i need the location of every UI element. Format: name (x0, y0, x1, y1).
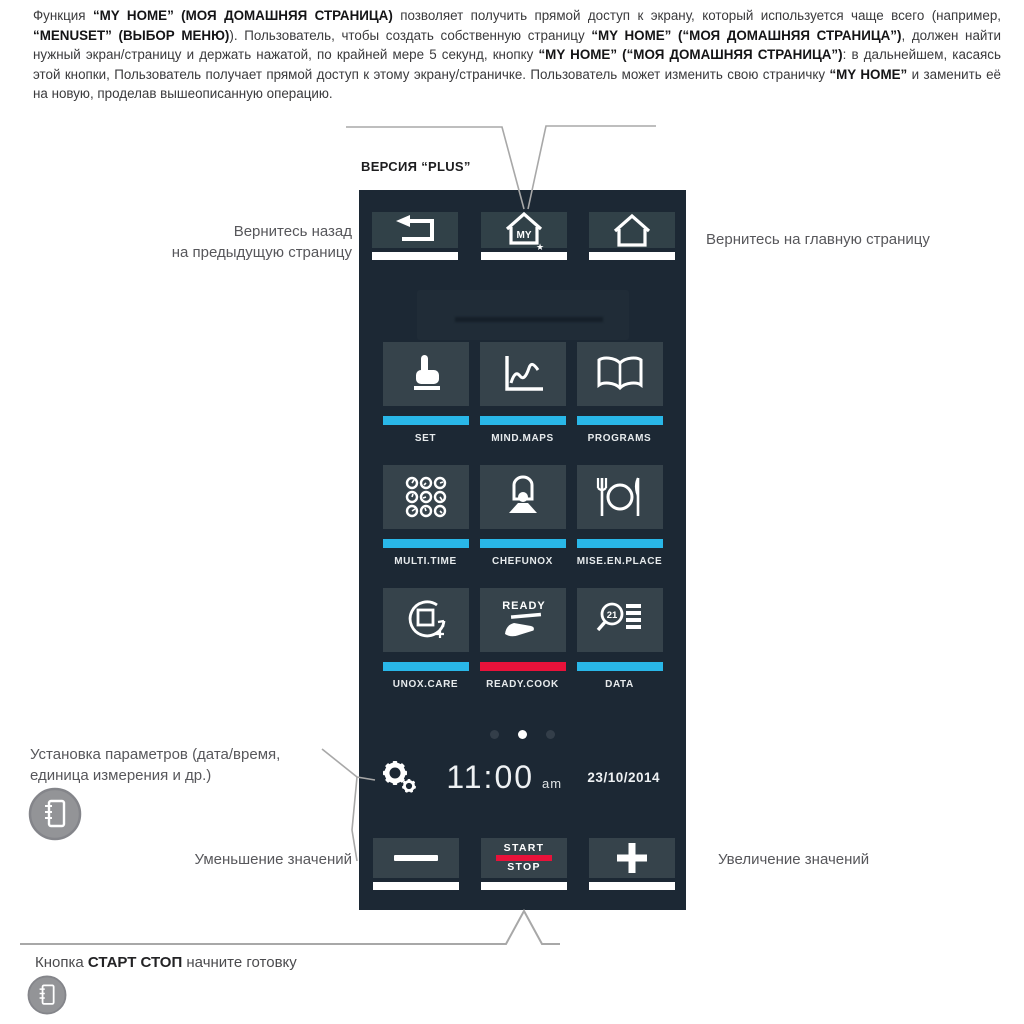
tile-underline (383, 662, 469, 671)
button-underline (481, 882, 567, 890)
status-bar (381, 753, 660, 801)
tile-multi-time (383, 465, 469, 567)
clock (446, 759, 562, 796)
tile-programs (577, 342, 663, 444)
tile-data (577, 588, 663, 690)
mise-en-place-button[interactable] (577, 465, 663, 529)
home-button[interactable] (589, 212, 675, 248)
top-button-row (372, 212, 675, 260)
annotation-start-stop: Кнопка СТАРТ СТОП начните готовку (35, 954, 297, 971)
tile-underline (480, 662, 566, 671)
start-stop-button[interactable] (481, 838, 567, 878)
tile-label: MIND.MAPS (491, 433, 554, 444)
svg-text:MY: MY (516, 230, 531, 241)
data-button[interactable] (577, 588, 663, 652)
button-underline (589, 252, 675, 260)
page-dot-2[interactable] (546, 730, 555, 739)
button-underline (481, 252, 567, 260)
button-underline (589, 882, 675, 890)
gear-icon[interactable] (381, 758, 421, 796)
tile-label: UNOX.CARE (392, 679, 459, 690)
tile-underline (480, 416, 566, 425)
annotation-settings: Установка параметров (дата/время, единица измерения и др.) (30, 746, 281, 784)
tile-underline (577, 539, 663, 548)
tile-underline (383, 416, 469, 425)
multi-time-button[interactable] (383, 465, 469, 529)
annotation-back: Вернитесь назад на предыдущую страницу (171, 223, 352, 261)
date-display: 23/10/2014 (587, 769, 660, 785)
tile-underline (577, 416, 663, 425)
increase-button[interactable] (589, 838, 675, 878)
function-tile-grid (359, 342, 686, 690)
tile-set (383, 342, 469, 444)
back-arrow-icon (388, 215, 442, 245)
annotation-increase: Увеличение значений (718, 851, 870, 868)
chefunox-button[interactable] (480, 465, 566, 529)
chef-icon (501, 475, 545, 519)
ready-hand-icon (498, 598, 548, 642)
book-icon (595, 355, 645, 393)
clocks-grid-icon (404, 475, 448, 519)
start-label: START (503, 842, 545, 854)
version-label: ВЕРСИЯ “PLUS” (361, 159, 471, 174)
faint-inactive-text-area (417, 290, 629, 340)
tile-underline (480, 539, 566, 548)
set-button[interactable] (383, 342, 469, 406)
tile-mind-maps (480, 342, 566, 444)
tile-underline (577, 662, 663, 671)
tile-label: PROGRAMS (587, 433, 652, 444)
tile-unox-care (383, 588, 469, 690)
plate-cutlery-icon (595, 476, 645, 518)
tile-mise-en-place (577, 465, 663, 567)
tile-label: MISE.EN.PLACE (576, 556, 663, 567)
annotation-decrease: Уменьшение значений (194, 851, 352, 868)
hand-tap-icon (404, 353, 448, 395)
page-dot-0[interactable] (490, 730, 499, 739)
my-home-button[interactable] (481, 212, 567, 251)
tile-label: DATA (605, 679, 634, 690)
notebook-circle-icon (27, 975, 67, 1015)
tile-label: READY.COOK (486, 679, 559, 690)
svg-text:★: ★ (535, 243, 544, 251)
back-button-column (372, 212, 458, 260)
tile-label: MULTI.TIME (394, 556, 457, 567)
ready-cook-button[interactable] (480, 588, 566, 652)
annotation-home: Вернитесь на главную страницу (706, 231, 930, 248)
tile-chefunox (480, 465, 566, 567)
button-underline (373, 882, 459, 890)
my-home-icon (499, 209, 549, 251)
button-underline (372, 252, 458, 260)
my-home-button-column (481, 212, 567, 260)
oven-touchscreen-panel (359, 190, 686, 910)
notebook-circle-icon (28, 787, 82, 841)
rotate-square-icon (403, 597, 449, 643)
svg-text:21: 21 (606, 610, 617, 621)
minus-icon (394, 853, 438, 863)
stop-label: STOP (507, 861, 541, 873)
home-button-column (589, 212, 675, 260)
increase-column (589, 838, 675, 890)
intro-paragraph: Функция “MY HOME” (МОЯ ДОМАШНЯЯ СТРАНИЦА) позволяет получить прямой доступ к экрану, который используется чаще всего (например, “MENUSET” (ВЫБОР МЕНЮ)). Пользователь, чтобы создать собственную страницу “MY HOME” (“МОЯ ДОМАШНЯЯ СТРАНИЦА”), должен найти нужный экран/страницу и держать нажатой, по крайней мере 5 секунд, кнопку “MY HOME” (“МОЯ ДОМАШНЯЯ СТРАНИЦА”): в дальнейшем, касаясь этой кнопки, Пользователь получает прямой доступ к этому экрану/страничке. Пользователь может изменить свою страничку “MY HOME” и заменить её на новую, проделав вышеописанную операцию. (33, 8, 1001, 102)
tile-label: CHEFUNOX (492, 556, 553, 567)
plus-icon (614, 840, 650, 876)
tile-ready-cook (480, 588, 566, 690)
page-dot-1[interactable] (518, 730, 527, 739)
back-button[interactable] (372, 212, 458, 248)
clock-meridiem: am (542, 775, 563, 791)
pagination-dots (359, 730, 686, 739)
clock-time: 11:00 (446, 758, 535, 795)
tile-underline (383, 539, 469, 548)
search-data-icon (595, 599, 645, 641)
programs-button[interactable] (577, 342, 663, 406)
start-stop-column (481, 838, 567, 890)
decrease-column (373, 838, 459, 890)
decrease-button[interactable] (373, 838, 459, 878)
unox-care-button[interactable] (383, 588, 469, 652)
home-icon (607, 211, 657, 249)
chart-line-icon (500, 353, 546, 395)
bottom-button-row (373, 838, 675, 890)
tile-label: SET (414, 433, 437, 444)
svg-text:READY: READY (501, 600, 546, 612)
mind-maps-button[interactable] (480, 342, 566, 406)
